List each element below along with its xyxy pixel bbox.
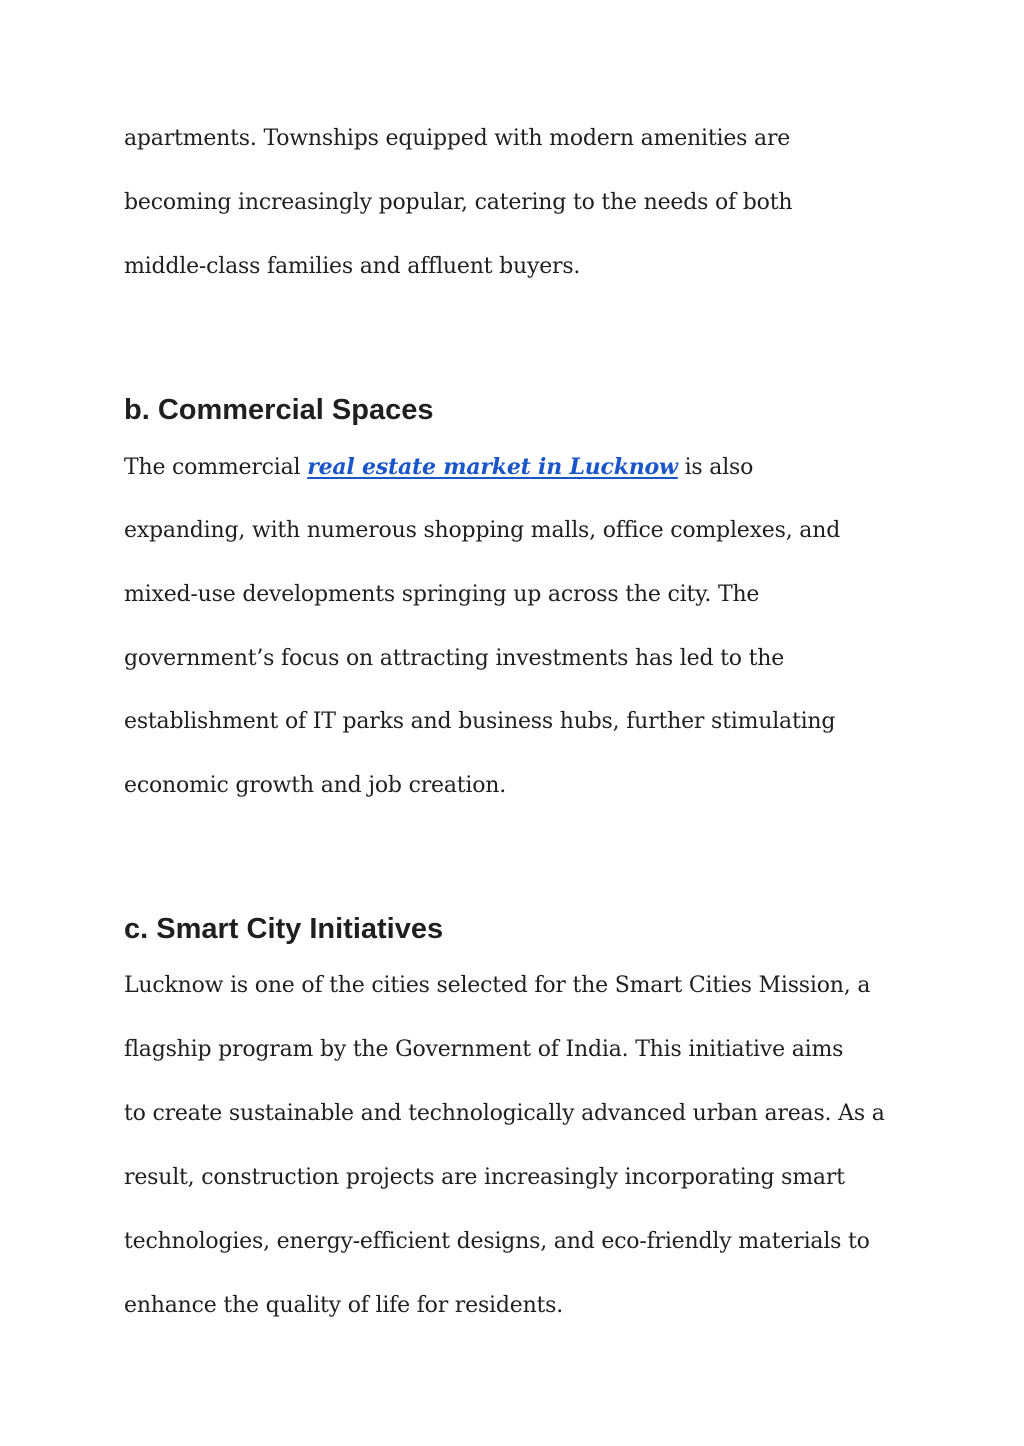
paragraph-line: economic growth and job creation. [124,773,507,798]
paragraph-line: middle-class families and affluent buyers. [124,254,581,279]
paragraph-line: technologies, energy-efficient designs, and eco-friendly materials to [124,1229,870,1254]
paragraph-line: result, construction projects are increasingly incorporating smart [124,1165,845,1190]
section-heading-smart-city-initiatives: c. Smart City Initiatives [124,913,444,945]
paragraph-line: enhance the quality of life for residents. [124,1293,564,1318]
paragraph-line: Lucknow is one of the cities selected for the Smart Cities Mission, a [124,973,871,998]
paragraph-line: establishment of IT parks and business hubs, further stimulating [124,709,836,734]
section-heading-commercial-spaces: b. Commercial Spaces [124,394,434,426]
paragraph-text: is also [677,455,754,480]
paragraph-line: mixed-use developments springing up across the city. The [124,582,760,607]
real-estate-market-link[interactable]: real estate market in Lucknow [307,454,678,480]
paragraph-line: becoming increasingly popular, catering to the needs of both [124,190,793,215]
paragraph-line-with-link [124,452,753,483]
paragraph-line: flagship program by the Government of India. This initiative aims [124,1037,844,1062]
paragraph-line: government’s focus on attracting investments has led to the [124,646,785,671]
paragraph-text: The commercial [124,455,308,480]
paragraph-line: to create sustainable and technologically advanced urban areas. As a [124,1101,885,1126]
paragraph-line: apartments. Townships equipped with modern amenities are [124,126,791,151]
paragraph-line: expanding, with numerous shopping malls, office complexes, and [124,518,841,543]
